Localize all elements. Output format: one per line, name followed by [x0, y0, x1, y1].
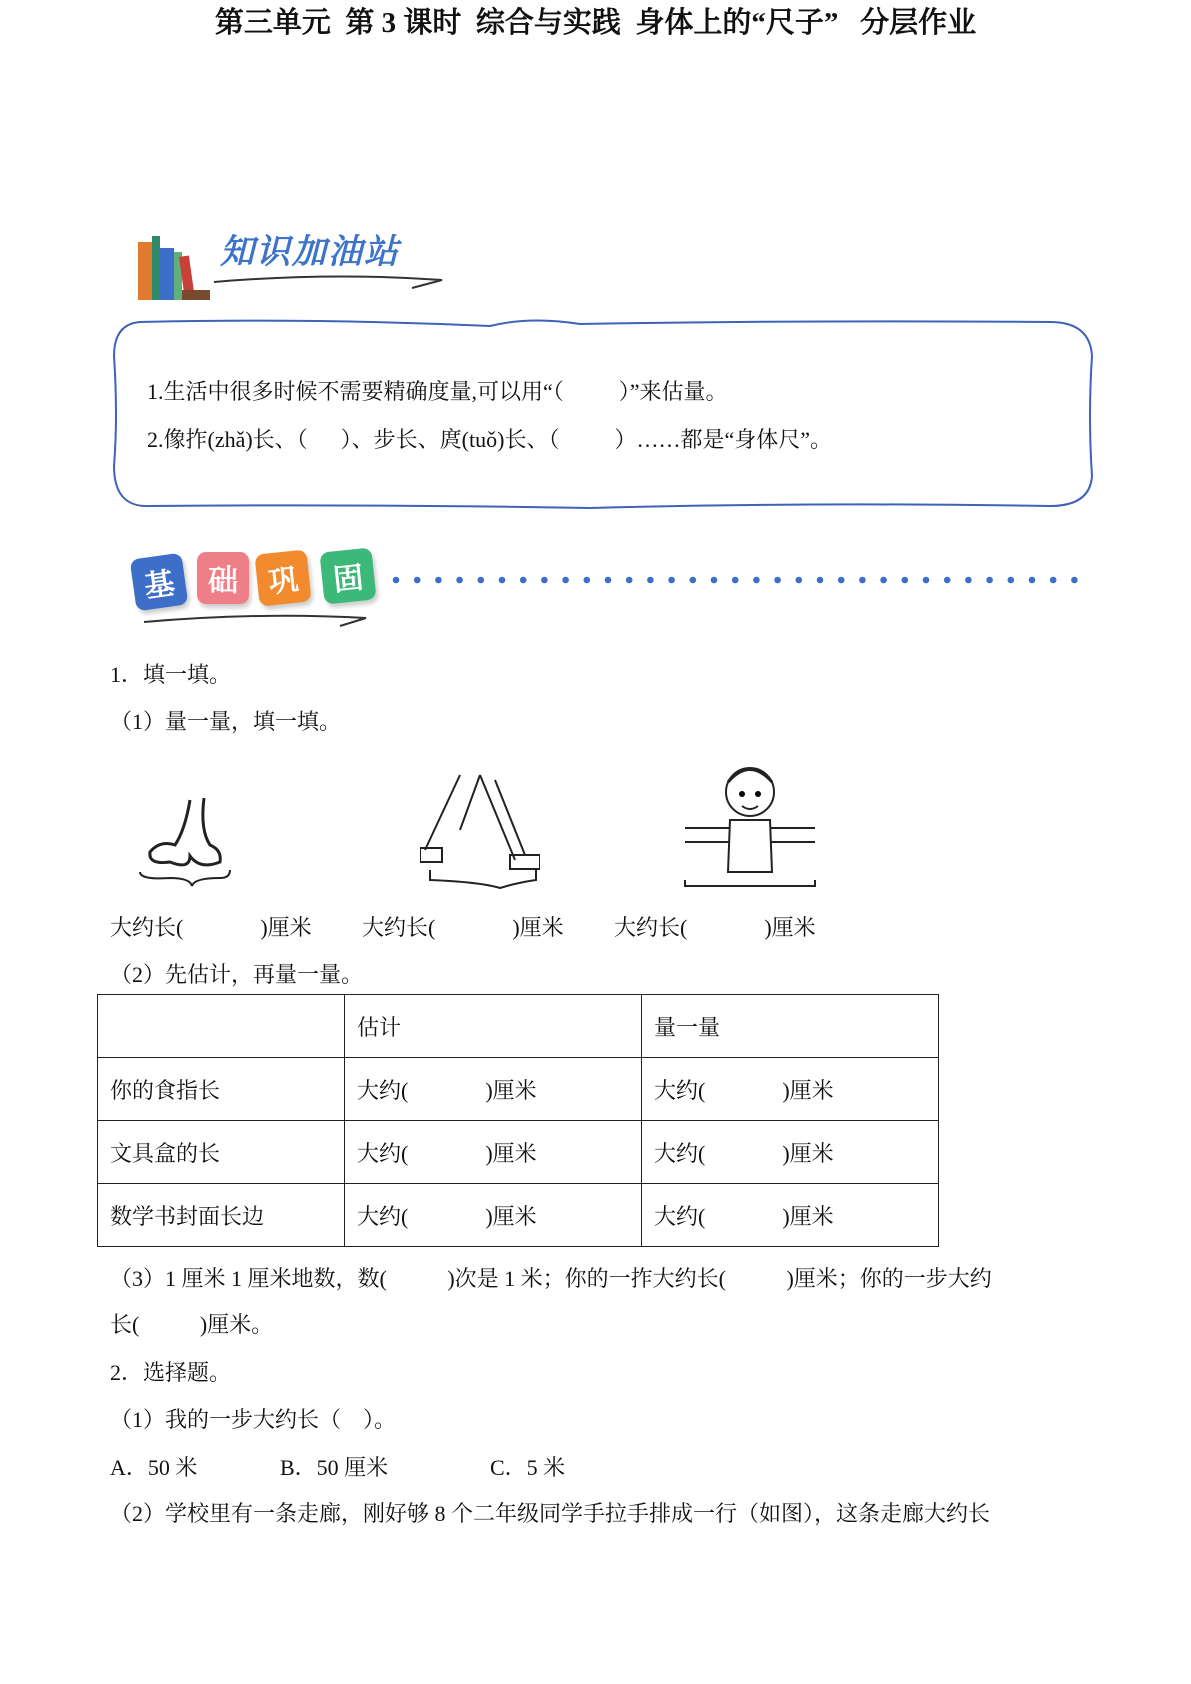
figure-label-nose: 大约长( )厘米 — [110, 915, 312, 940]
table-cell: 大约( )厘米 — [345, 1184, 642, 1247]
divider-dot — [796, 577, 803, 584]
question-1: 1．填一填。 — [110, 662, 232, 687]
divider-dot — [1071, 577, 1078, 584]
knowledge-box — [110, 316, 1096, 512]
banner-underline — [212, 270, 452, 290]
table-cell: 大约( )厘米 — [642, 1121, 939, 1184]
divider-dot — [753, 577, 760, 584]
table-header-cell: 量一量 — [642, 995, 939, 1058]
divider-dot — [499, 577, 506, 584]
table-header-cell — [98, 995, 345, 1058]
banner-tile-3: 巩 — [254, 549, 311, 606]
table-row — [98, 1121, 939, 1184]
banner-tile-2: 础 — [197, 552, 249, 604]
table-header-cell: 估计 — [345, 995, 642, 1058]
table-cell: 文具盒的长 — [98, 1121, 345, 1184]
table-header-row — [98, 995, 939, 1058]
divider-dot — [456, 577, 463, 584]
divider-dot — [393, 577, 400, 584]
divider-dot — [414, 577, 421, 584]
divider-dot — [711, 577, 718, 584]
divider-dot — [626, 577, 633, 584]
nose-width-figure — [130, 790, 250, 890]
question-1-3-line-2: 长( )厘米。 — [110, 1312, 274, 1337]
divider-dot — [880, 577, 887, 584]
divider-dot — [774, 577, 781, 584]
divider-dot — [859, 577, 866, 584]
divider-dot — [520, 577, 527, 584]
estimate-table — [97, 994, 939, 1247]
divider-dot — [944, 577, 951, 584]
knowledge-line-1: 1.生活中很多时候不需要精确度量,可以用“（ ）”来估量。 — [147, 379, 728, 404]
option-a: A．50 米 — [110, 1455, 198, 1480]
table-row — [98, 1058, 939, 1121]
dotted-divider — [390, 574, 1080, 586]
divider-dot — [562, 577, 569, 584]
table-cell: 大约( )厘米 — [345, 1058, 642, 1121]
divider-dot — [690, 577, 697, 584]
books-icon — [130, 218, 204, 282]
knowledge-station-banner: 知识加油站 — [220, 232, 400, 272]
table-cell: 数学书封面长边 — [98, 1184, 345, 1247]
question-1-3-line-1: （3）1 厘米 1 厘米地数，数( )次是 1 米；你的一拃大约长( )厘米；你的一步大约 — [110, 1266, 992, 1291]
table-cell: 大约( )厘米 — [642, 1058, 939, 1121]
table-row — [98, 1184, 939, 1247]
table-cell: 大约( )厘米 — [642, 1184, 939, 1247]
banner-tile-1: 基 — [130, 553, 189, 612]
table-cell: 你的食指长 — [98, 1058, 345, 1121]
option-c: C．5 米 — [490, 1455, 566, 1480]
question-2-1: （1）我的一步大约长（ ）。 — [110, 1407, 397, 1432]
divider-dot — [647, 577, 654, 584]
option-b: B．50 厘米 — [280, 1455, 389, 1480]
divider-dot — [1008, 577, 1015, 584]
question-2-2: （2）学校里有一条走廊，刚好够 8 个二年级同学手拉手排成一行（如图），这条走廊大约长 — [110, 1501, 991, 1526]
divider-dot — [1050, 577, 1057, 584]
banner-underline — [140, 608, 380, 630]
figure-label-arm-span: 大约长( )厘米 — [614, 915, 816, 940]
divider-dot — [732, 577, 739, 584]
knowledge-line-2: 2.像拃(zhǎ)长、（ ）、步长、庹(tuǒ)长、（ ）……都是“身体尺”。 — [147, 427, 832, 452]
question-2: 2．选择题。 — [110, 1360, 232, 1385]
divider-dot — [1029, 577, 1036, 584]
divider-dot — [541, 577, 548, 584]
divider-dot — [902, 577, 909, 584]
divider-dot — [817, 577, 824, 584]
question-1-2: （2）先估计，再量一量。 — [110, 962, 364, 987]
divider-dot — [668, 577, 675, 584]
divider-dot — [838, 577, 845, 584]
arm-span-figure — [680, 752, 820, 902]
divider-dot — [923, 577, 930, 584]
figure-label-step: 大约长( )厘米 — [362, 915, 564, 940]
divider-dot — [478, 577, 485, 584]
divider-dot — [965, 577, 972, 584]
divider-dot — [584, 577, 591, 584]
divider-dot — [986, 577, 993, 584]
banner-tile-4: 固 — [319, 547, 376, 604]
table-cell: 大约( )厘米 — [345, 1121, 642, 1184]
page-title: 第三单元 第 3 课时 综合与实践 身体上的“尺子” 分层作业 — [214, 7, 977, 39]
divider-dot — [605, 577, 612, 584]
step-length-figure — [420, 770, 540, 900]
question-1-1: （1）量一量，填一填。 — [110, 709, 342, 734]
divider-dot — [435, 577, 442, 584]
